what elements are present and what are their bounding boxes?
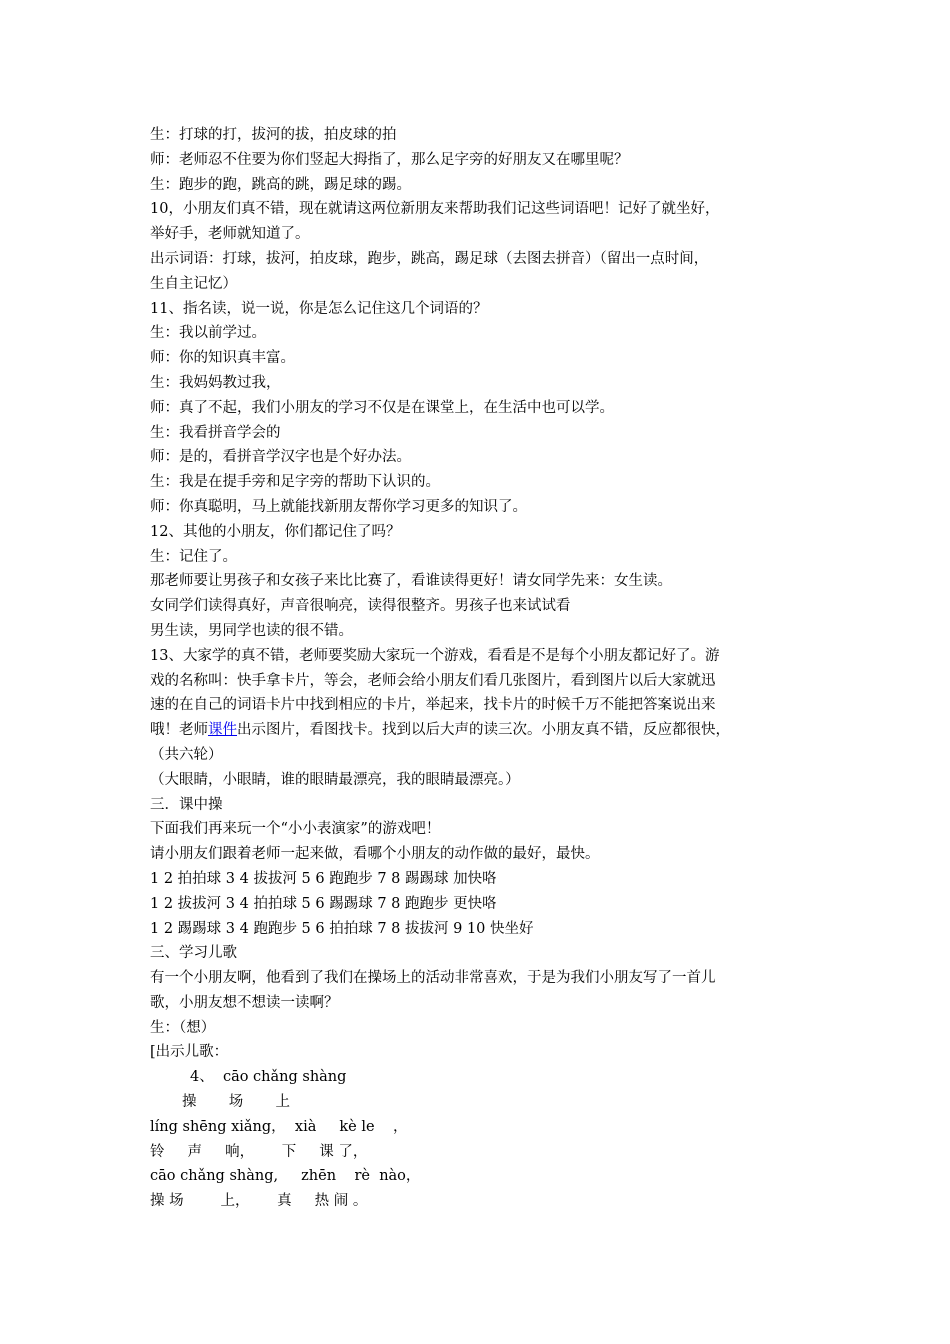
text-line: 速的在自己的词语卡片中找到相应的卡片，举起来，找卡片的时候千万不能把答案说出来 <box>150 697 716 714</box>
poem-line-chars: 铃 声 响， 下 课 了， <box>150 1143 368 1160</box>
poem-line-chars: 操 场 上， 真 热 闹 。 <box>150 1193 368 1210</box>
exercise-line: 1 2 拔拔河 3 4 拍拍球 5 6 踢踢球 7 8 跑跑步 更快咯 <box>150 895 497 912</box>
text-segment: 哦！老师 <box>150 722 208 739</box>
text-line: 歌，小朋友想不想读一读啊？ <box>150 994 339 1011</box>
text-line: 生自主记忆） <box>150 275 237 292</box>
text-line: 男生读，男同学也读的很不错。 <box>150 622 353 639</box>
text-line: 戏的名称叫：快手拿卡片，等会，老师会给小朋友们看几张图片，看到图片以后大家就迅 <box>150 672 716 689</box>
text-line: 11、指名读，说一说，你是怎么记住这几个词语的？ <box>150 300 488 317</box>
text-line: 师：你的知识真丰富。 <box>150 350 295 367</box>
text-line: （共六轮） <box>150 746 223 763</box>
text-line: 那老师要让男孩子和女孩子来比比赛了，看谁读得更好！请女同学先来：女生读。 <box>150 573 672 590</box>
text-line: 生：（想） <box>150 1019 216 1036</box>
text-line: 生：我是在提手旁和足字旁的帮助下认识的。 <box>150 474 440 491</box>
exercise-line: 1 2 踢踢球 3 4 跑跑步 5 6 拍拍球 7 8 拔拔河 9 10 快坐好 <box>150 920 534 937</box>
text-line: 生：我以前学过。 <box>150 325 266 342</box>
text-line: [出示儿歌： <box>150 1044 229 1061</box>
text-line: 生：跑步的跑，跳高的跳，踢足球的踢。 <box>150 176 411 193</box>
text-line: 生：我看拼音学会的 <box>150 424 281 441</box>
text-line-with-link <box>150 718 820 743</box>
text-line: 女同学们读得真好，声音很响亮，读得很整齐。男孩子也来试试看 <box>150 598 571 615</box>
text-line: 下面我们再来玩一个“小小表演家”的游戏吧！ <box>150 821 441 838</box>
text-line: 师：老师忍不住要为你们竖起大拇指了，那么足字旁的好朋友又在哪里呢？ <box>150 151 629 168</box>
text-line: 有一个小朋友啊，他看到了我们在操场上的活动非常喜欢，于是为我们小朋友写了一首儿 <box>150 970 716 987</box>
text-line: 生：我妈妈教过我， <box>150 374 281 391</box>
poem-line-pinyin: cāo chǎng shàng, zhēn rè nào， <box>150 1168 421 1185</box>
poem-line-pinyin: líng shēng xiǎng， xià kè le ， <box>150 1118 408 1135</box>
section-heading: 三、学习儿歌 <box>150 945 237 962</box>
poem-title-pinyin: 4、 cāo chǎng shàng <box>190 1069 347 1086</box>
text-segment: 出示图片，看图找卡。找到以后大声的读三次。小朋友真不错，反应都很快， <box>237 722 730 739</box>
text-line: 师：是的，看拼音学汉字也是个好办法。 <box>150 449 411 466</box>
text-line: 举好手，老师就知道了。 <box>150 226 310 243</box>
section-heading: 三．课中操 <box>150 796 223 813</box>
text-line: 12、其他的小朋友，你们都记住了吗？ <box>150 523 401 540</box>
text-line: 出示词语：打球，拔河，拍皮球，跑步，跳高，踢足球（去图去拼音）（留出一点时间， <box>150 250 709 267</box>
text-line: （大眼睛，小眼睛，谁的眼睛最漂亮，我的眼睛最漂亮。） <box>150 771 520 788</box>
poem-title-chars: 操 场 上 <box>182 1094 291 1111</box>
text-line: 10，小朋友们真不错，现在就请这两位新朋友来帮助我们记这些词语吧！记好了就坐好， <box>150 201 720 218</box>
text-line: 师：你真聪明，马上就能找新朋友帮你学习更多的知识了。 <box>150 498 527 515</box>
text-line: 师：真了不起，我们小朋友的学习不仅是在课堂上，在生活中也可以学。 <box>150 399 614 416</box>
text-line: 请小朋友们跟着老师一起来做，看哪个小朋友的动作做的最好，最快。 <box>150 846 600 863</box>
text-line: 生：打球的打，拔河的拔，拍皮球的拍 <box>150 127 397 143</box>
courseware-link[interactable]: 课件 <box>208 722 237 739</box>
text-line: 生：记住了。 <box>150 548 237 565</box>
exercise-line: 1 2 拍拍球 3 4 拔拔河 5 6 跑跑步 7 8 踢踢球 加快咯 <box>150 870 497 887</box>
document-body <box>150 123 820 1214</box>
text-line: 13、大家学的真不错，老师要奖励大家玩一个游戏，看看是不是每个小朋友都记好了。游 <box>150 647 720 664</box>
